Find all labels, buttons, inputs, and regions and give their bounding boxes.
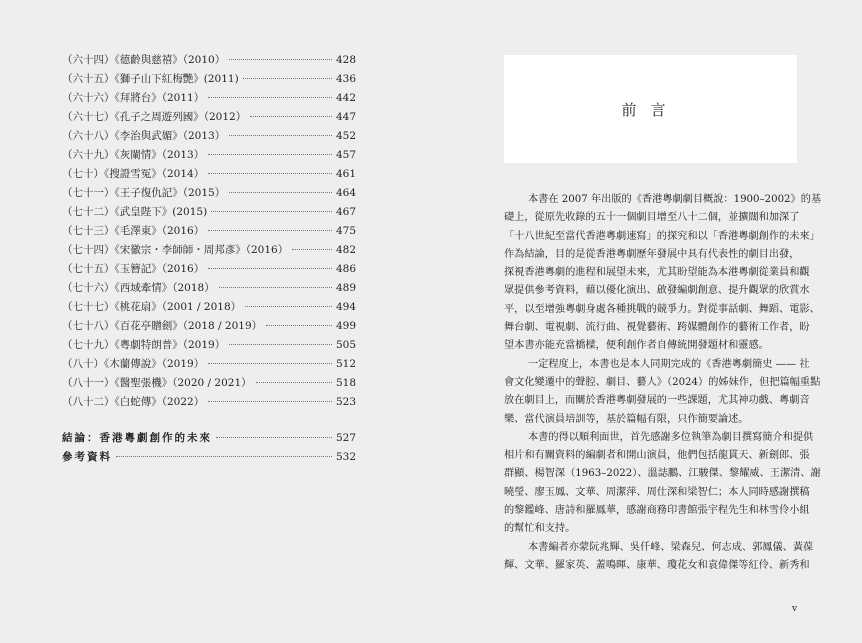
leader-dots xyxy=(229,192,332,193)
toc-entry-title: （七十）《搜證雪冤》（2014） xyxy=(62,168,205,180)
text-line: 本書編者亦蒙阮兆輝、吳仟峰、梁森兒、何志成、郭鳳儀、黃葆 xyxy=(528,541,814,553)
toc-entry-title: （六十六）《拜將台》（2011） xyxy=(62,92,205,104)
toc-entry[interactable] xyxy=(62,337,356,356)
toc-entry[interactable] xyxy=(62,71,356,90)
toc-entry-title: （六十五）《獅子山下紅梅艷》(2011) xyxy=(62,73,239,85)
toc-entry-title: （八十）《木蘭傳說》（2019） xyxy=(62,358,205,370)
toc-entry-title: 結論：香港粵劇創作的未來 xyxy=(62,432,212,444)
toc-entry[interactable] xyxy=(62,280,356,299)
toc-entry-page: 467 xyxy=(335,206,356,218)
toc-entry[interactable] xyxy=(62,52,356,71)
toc-entry-page: 512 xyxy=(335,358,356,370)
toc-entry-title: （六十四）《德齡與慈禧》（2010） xyxy=(62,54,226,66)
text-line: 樂、當代演員培訓等，基於篇幅有限，只作簡要論述。 xyxy=(504,413,749,425)
text-line: 「十八世紀至當代香港粵劇速寫」的探究和以「香港粵劇創作的未來」 xyxy=(504,230,820,242)
spacer xyxy=(62,413,356,430)
toc-entry-title: （七十八）《百花亭贈劍》（2018 / 2019） xyxy=(62,320,263,332)
leader-dots xyxy=(208,97,332,98)
leader-dots xyxy=(229,135,332,136)
toc-entry[interactable] xyxy=(62,128,356,147)
toc-entry-page: 532 xyxy=(335,451,356,463)
preface-body xyxy=(504,191,822,575)
toc-entry-page: 505 xyxy=(335,339,356,351)
toc-entry-page: 489 xyxy=(335,282,356,294)
toc-entry-page: 452 xyxy=(335,130,356,142)
text-line: 群顯、楊智深（1963–2022）、溫誌鵬、江駿傑、黎耀威、王潔清、謝 xyxy=(504,468,821,480)
text-line: 礎上，從原先收錄的五十一個劇目增至八十二個，並擴闊和加深了 xyxy=(504,212,800,224)
toc-entry-title: （六十九）《灰闌情》（2013） xyxy=(62,149,205,161)
toc-entry[interactable] xyxy=(62,109,356,128)
leader-dots xyxy=(208,363,332,364)
leader-dots xyxy=(245,306,332,307)
leader-dots xyxy=(243,78,332,79)
leader-dots xyxy=(250,116,332,117)
leader-dots xyxy=(208,268,332,269)
toc-entry[interactable] xyxy=(62,261,356,280)
toc-entry-title: （七十九）《粵劇特朗普》（2019） xyxy=(62,339,226,351)
toc-entry-page: 523 xyxy=(335,396,356,408)
text-line: 探視香港粵劇的進程和展望未來，尤其盼望能為本港粵劇從業員和觀 xyxy=(504,267,810,279)
text-line: 舞台劇、電視劇、流行曲、視覺藝術、跨媒體創作的藝術工作者，盼 xyxy=(504,322,810,334)
text-line: 相片和有關資料的編劇者和開山演員，他們包括龍貫天、新劍郎、張 xyxy=(504,450,810,462)
text-line: 的黎鑑峰、唐詩和羅鳳華，感謝商務印書館張宇程先生和林雪伶小組 xyxy=(504,505,810,517)
table-of-contents xyxy=(62,52,356,468)
leader-dots xyxy=(208,401,332,402)
toc-entry-title: （七十一）《王子復仇記》（2015） xyxy=(62,187,226,199)
toc-entry[interactable] xyxy=(62,356,356,375)
toc-entry[interactable] xyxy=(62,204,356,223)
leader-dots xyxy=(116,456,332,457)
chapter-title: 前言 xyxy=(621,100,680,119)
text-line: 會文化變遷中的聲腔、劇目、藝人》（2024）的姊妹作，但把篇幅重點 xyxy=(504,376,821,388)
toc-entry-title: （八十一）《醫聖張機》（2020 / 2021） xyxy=(62,377,252,389)
text-line: 輝、文華、羅家英、蓋鳴暉、康華、瓊花女和袁偉傑等紅伶、新秀和 xyxy=(504,559,810,571)
toc-entry-page: 428 xyxy=(335,54,356,66)
toc-entry[interactable] xyxy=(62,430,356,449)
chapter-title-box xyxy=(504,55,797,163)
toc-entry-page: 486 xyxy=(335,263,356,275)
toc-entry-title: （七十六）《西域牽情》（2018） xyxy=(62,282,215,294)
leader-dots xyxy=(216,437,332,438)
text-line: 本書在 2007 年出版的《香港粵劇劇目概說：1900–2002》的基 xyxy=(528,194,822,205)
toc-entry-title: （八十二）《白蛇傳》（2022） xyxy=(62,396,205,408)
toc-entry[interactable] xyxy=(62,299,356,318)
leader-dots xyxy=(211,211,332,212)
leader-dots xyxy=(208,173,332,174)
toc-entry-page: 464 xyxy=(335,187,356,199)
toc-entry[interactable] xyxy=(62,318,356,337)
toc-entry-title: （七十二）《武皇陛下》(2015) xyxy=(62,206,208,218)
toc-entry-page: 436 xyxy=(335,73,356,85)
toc-entry-page: 461 xyxy=(335,168,356,180)
text-line: 平，以至增強粵劇身處各種挑戰的競爭力。對從事話劇、舞蹈、電影、 xyxy=(504,303,820,315)
leader-dots xyxy=(208,230,332,231)
toc-entry-title: （七十七）《桃花扇》（2001 / 2018） xyxy=(62,301,242,313)
toc-entry[interactable] xyxy=(62,394,356,413)
text-line: 本書的得以順利面世，首先感謝多位執筆為劇目撰寫簡介和提供 xyxy=(528,431,814,443)
toc-entry-page: 499 xyxy=(335,320,356,332)
toc-entry-page: 447 xyxy=(335,111,356,123)
text-line: 望本書亦能充當橋樑，便利創作者自傳統開發題材和靈感。 xyxy=(504,340,769,352)
leader-dots xyxy=(266,325,332,326)
toc-entry[interactable] xyxy=(62,90,356,109)
toc-entry-title: （六十七）《孔子之周遊列國》（2012） xyxy=(62,111,247,123)
toc-entry[interactable] xyxy=(62,242,356,261)
text-line: 作為結論，目的是從香港粵劇歷年發展中具有代表性的劇目出發， xyxy=(504,248,800,260)
toc-entry-page: 494 xyxy=(335,301,356,313)
toc-entry-page: 518 xyxy=(335,377,356,389)
toc-entry[interactable] xyxy=(62,185,356,204)
toc-entry-title: （七十五）《玉簪記》（2016） xyxy=(62,263,205,275)
toc-entry-title: （七十四）《宋徽宗・李師師・周邦彥》（2016） xyxy=(62,244,289,256)
page-number: v xyxy=(792,604,798,614)
toc-entry[interactable] xyxy=(62,375,356,394)
toc-entry[interactable] xyxy=(62,223,356,242)
toc-entry-page: 475 xyxy=(335,225,356,237)
leader-dots xyxy=(256,382,332,383)
leader-dots xyxy=(229,59,332,60)
text-line: 的幫忙和支持。 xyxy=(504,523,576,535)
text-line: 放在劇目上，而關於香港粵劇發展的一些課題，尤其神功戲、粵劇音 xyxy=(504,395,810,407)
toc-entry-title: （六十八）《李治與武媚》（2013） xyxy=(62,130,226,142)
toc-entry[interactable] xyxy=(62,166,356,185)
toc-entry-title: （七十三）《毛澤東》（2016） xyxy=(62,225,205,237)
toc-entry[interactable] xyxy=(62,147,356,166)
toc-entry-page: 482 xyxy=(335,244,356,256)
text-line: 一定程度上，本書也是本人同期完成的《香港粵劇簡史 —— 社 xyxy=(528,358,810,370)
toc-entry[interactable] xyxy=(62,449,356,468)
leader-dots xyxy=(229,344,332,345)
toc-entry-page: 527 xyxy=(335,432,356,444)
toc-entry-page: 442 xyxy=(335,92,356,104)
leader-dots xyxy=(292,249,332,250)
toc-entry-title: 參考資料 xyxy=(62,451,112,463)
leader-dots xyxy=(219,287,332,288)
text-line: 曉瑩、廖玉鳳、文華、周潔萍、周仕深和梁智仁；本人同時感謝撰稿 xyxy=(504,486,810,498)
toc-entry-page: 457 xyxy=(335,149,356,161)
text-line: 眾提供參考資料，藉以優化演出、啟發編劇創意、提升觀眾的欣賞水 xyxy=(504,285,810,297)
leader-dots xyxy=(208,154,332,155)
